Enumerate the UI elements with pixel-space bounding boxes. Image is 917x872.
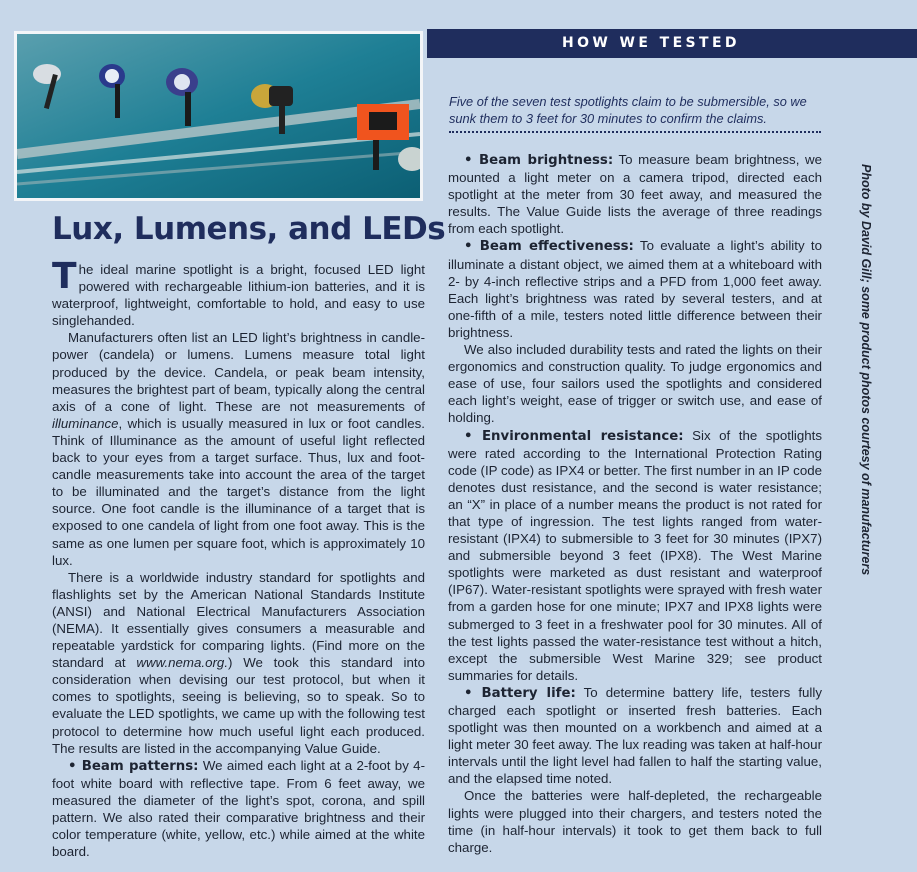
paragraph-battery-life — [448, 684, 822, 788]
left-column — [52, 256, 426, 860]
paragraph-environmental — [448, 427, 822, 684]
text-run: We aimed each light at a 2-foot by 4-foot white board with reflective tape. From 6 feet away, we measured the diameter of the light’s spot, corona, and spill pattern. We also rated their comparative brightness and their color temperature (white, yellow, etc.) while aimed at the white board. — [52, 757, 426, 860]
photo-credit: Photo by David Gill; some product photos courtesy of manufacturers — [859, 164, 873, 576]
paragraph-durability: We also included durability tests and rated the lights on their ergonomics and construction quality. To judge ergonomics and ease of use, four sailors used the spotlights and considered each light’s weight, ease of trigger or switch use, and ease of holding. — [448, 342, 822, 426]
intro-paragraph — [52, 256, 425, 329]
bullet-lead: • Beam patterns: — [68, 758, 199, 774]
text-run: Manufacturers often list an LED light’s brightness in candle-power (candela) or lumens. Lumens measure total light produced by the device. Candela, or peak beam intensity, measures the brightest part of beam, typically along the central axis of a cone of light. These are not measurements of — [52, 330, 425, 414]
caption-divider — [449, 131, 821, 133]
text-run: There is a worldwide industry standard for spotlights and flashlights set by the American National Standards Institute (ANSI) and National Electrical Manufacturers Association (NEMA). It essentially gives consumers a measurable and repeatable yardstick for comparing lights. (Find more on the standard at — [52, 569, 425, 671]
paragraph-beam-effectiveness — [448, 237, 822, 341]
top-margin — [0, 0, 917, 29]
text-run: To determine battery life, testers fully charged each spotlight or inserted fresh batteries. Each spotlight was then mounted on a workbench and aimed at a light meter 30 feet away. The lux reading was taken at half-hour intervals until the light level had fallen to half the starting value, and the elapsed time noted. — [448, 684, 822, 787]
paragraph-beam-patterns — [52, 757, 425, 861]
bullet-lead: • Beam brightness: — [464, 153, 614, 168]
test-spotlights-photo — [14, 31, 423, 201]
text-run: Six of the spotlights were rated according to the International Protection Rating code (IP code) as IPX4 or better. The first number in an IP code denotes dust resistance, and the second is water resistance; an “X” in place of a number means the product is not rated for that type of ingression. The test lights ranged from water-resistant (IPX4) to submersible to 3 feet for 30 minutes (IPX7) and submersible beyond 3 feet (IPX8). The West Marine spotlights were marketed as dust resistant and waterproof (IP67). Water-resistant spotlights were sprayed with fresh water from a garden hose for one minute; IPX7 and IPX8 lights were submerged to 3 feet in a freshwater pool for 30 minutes. All of the test lights passed the water-resistance test without a hitch, except the submersible West Marine 329; see product summaries for details. — [448, 427, 823, 683]
paragraph-beam-brightness — [448, 151, 822, 237]
bullet-lead: • Battery life: — [464, 685, 576, 701]
bullet-lead: • Environmental resistance: — [464, 428, 684, 444]
text-run: To evaluate a light’s ability to illuminate a distant object, we aimed them at a whiteboard with 2- by 4-inch reflective strips and a PFD from 1,000 feet away. Each light’s brightness was rated by several testers, and at one-fifth of a mile, testers noted little difference between their brightness. — [448, 238, 822, 340]
paragraph-lumens — [52, 329, 425, 568]
text-run: ) We took this standard into consideration when devising our test protocol, but when it comes to spotlights, seeing is believing, so to speak. So to evaluate the LED spotlights, we came up with the following test protocol to determine how much useful light each produced. The results are listed in the accompanying Value Guide. — [52, 655, 425, 756]
paragraph-recharge: Once the batteries were half-depleted, the rechargeable lights were plugged into their chargers, and testers noted the time (in half-hour intervals) it took to get them back to full charge. — [448, 788, 822, 855]
emphasis-text: illuminance — [52, 415, 119, 431]
intro-text: he ideal marine spotlight is a bright, focused LED light powered with rechargeable lithium-ion batteries, and it is waterproof, lightweight, comfortable to hold, and easy to use singlehanded. — [52, 262, 425, 329]
text-run: To measure beam brightness, we mounted a light meter on a camera tripod, directed each spotlight at the meter from 30 feet away, and measured the results. The Value Guide lists the average of three readings from each spotlight. — [448, 152, 822, 237]
section-label: HOW WE TESTED — [562, 35, 740, 51]
article-headline: Lux, Lumens, and LEDs — [52, 211, 446, 247]
photo-caption: Five of the seven test spotlights claim to be submersible, so we sunk them to 3 feet for 30 minutes to confirm the claims. — [449, 94, 807, 126]
paragraph-standard — [52, 569, 425, 757]
website-link-text: www.nema.org. — [136, 655, 229, 671]
drop-cap: T — [52, 256, 77, 297]
bullet-lead: • Beam effectiveness: — [464, 239, 634, 255]
right-column — [448, 151, 822, 856]
text-run: , which is usually measured in lux or foot candles. Think of Illuminance as the amount of useful light reflected back to your eyes from a target surface. Thus, lux and foot-candle measurements take into account the area of the target to be illuminated and the target’s distance from the light source. One foot candle is the illuminance of a target that is exposed to one candela of light from one foot away. This is the same as one lumen per square foot, which is approximately 10 lux. — [52, 415, 425, 568]
